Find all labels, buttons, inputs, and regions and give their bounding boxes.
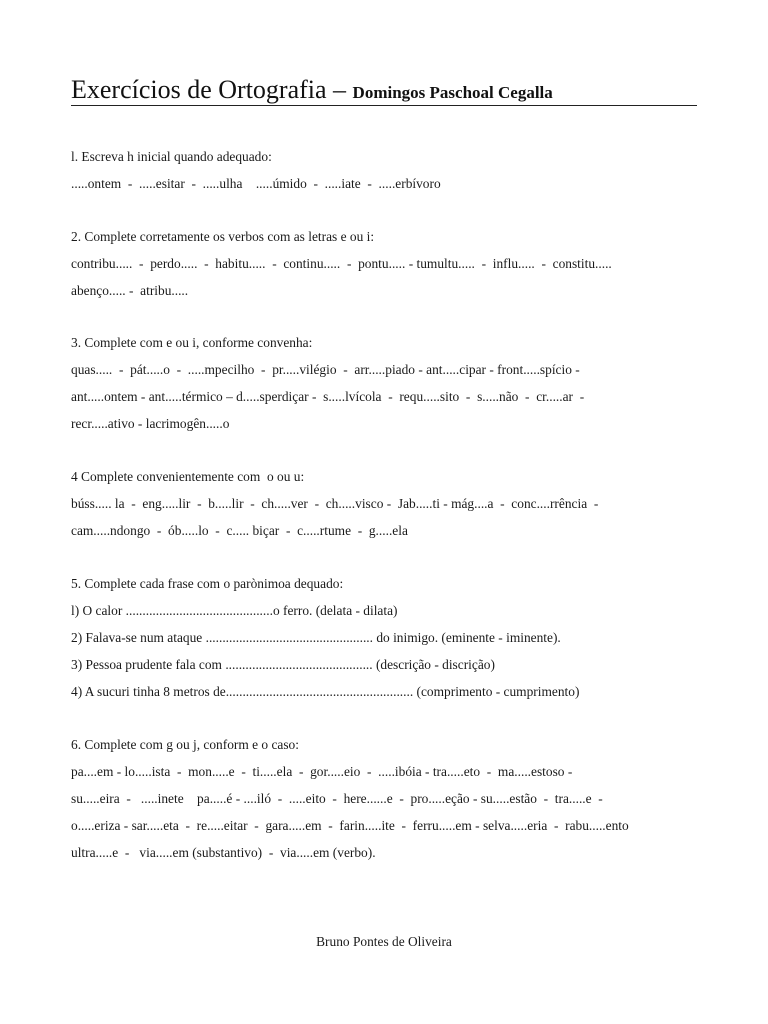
exercise-5-prompt: 5. Complete cada frase com o parònimoa dequado: (71, 576, 344, 591)
title-dash: – (326, 75, 353, 104)
exercise-6-line-1: pa....em - lo.....ista - mon.....e - ti.....ela - gor.....eio - .....ibóia - tra.....eto - ma.....estoso - (71, 764, 573, 779)
exercise-6-line-4: ultra.....e - via.....em (substantivo) - via.....em (verbo). (71, 845, 376, 860)
exercise-2-line-1: contribu..... - perdo..... - habitu..... - continu..... - pontu..... - tumultu..... - influ..... - constitu..... (71, 256, 612, 271)
exercise-5-line-3: 3) Pessoa prudente fala com ............................................ (descrição - discrição) (71, 657, 495, 672)
exercise-5-line-2: 2) Falava-se num ataque .................................................. do inimigo. (eminente - iminente). (71, 630, 561, 645)
title-underline (71, 105, 697, 106)
exercise-3-line-2: ant.....ontem - ant.....térmico – d.....sperdiçar - s.....lvícola - requ.....sito - s.....não - cr.....ar - (71, 389, 585, 404)
exercise-6-line-2: su.....eira - .....inete pa.....é - ....iló - .....eito - here......e - pro.....eção - su.....estão - tra.....e - (71, 791, 603, 806)
title-author: Domingos Paschoal Cegalla (352, 83, 553, 102)
exercise-1-prompt: l. Escreva h inicial quando adequado: (71, 149, 272, 164)
exercise-5-line-4: 4) A sucuri tinha 8 metros de........................................................ (comprimento - cumprimento) (71, 684, 580, 699)
title-main: Exercícios de Ortografia (71, 75, 327, 104)
exercise-2-line-2: abenço..... - atribu..... (71, 283, 189, 298)
exercise-3-prompt: 3. Complete com e ou i, conforme convenha: (71, 335, 313, 350)
exercise-4-line-1: búss..... la - eng.....lir - b.....lir - ch.....ver - ch.....visco - Jab.....ti - mág....a - conc....rrência - (71, 496, 599, 511)
exercise-4-line-2: cam.....ndongo - ób.....lo - c..... biçar - c.....rtume - g.....ela (71, 523, 408, 538)
document-title (71, 72, 697, 112)
footer-author: Bruno Pontes de Oliveira (316, 934, 452, 949)
exercise-1-line-1: .....ontem - .....esitar - .....ulha .....úmido - .....iate - .....erbívoro (71, 176, 441, 191)
exercise-6-prompt: 6. Complete com g ou j, conform e o caso: (71, 737, 299, 752)
exercise-5-line-1: l) O calor ............................................o ferro. (delata - dilata) (71, 603, 398, 618)
exercise-3-line-1: quas..... - pát.....o - .....mpecilho - pr.....vilégio - arr.....piado - ant.....cipar - front.....spício - (71, 362, 580, 377)
exercise-2-prompt: 2. Complete corretamente os verbos com as letras e ou i: (71, 229, 375, 244)
exercise-3-line-3: recr.....ativo - lacrimogên.....o (71, 416, 230, 431)
exercise-4-prompt: 4 Complete convenientemente com o ou u: (71, 469, 305, 484)
exercise-6-line-3: o.....eriza - sar.....eta - re.....eitar - gara.....em - farin.....ite - ferru.....em - selva.....eria - rabu.....ento (71, 818, 629, 833)
